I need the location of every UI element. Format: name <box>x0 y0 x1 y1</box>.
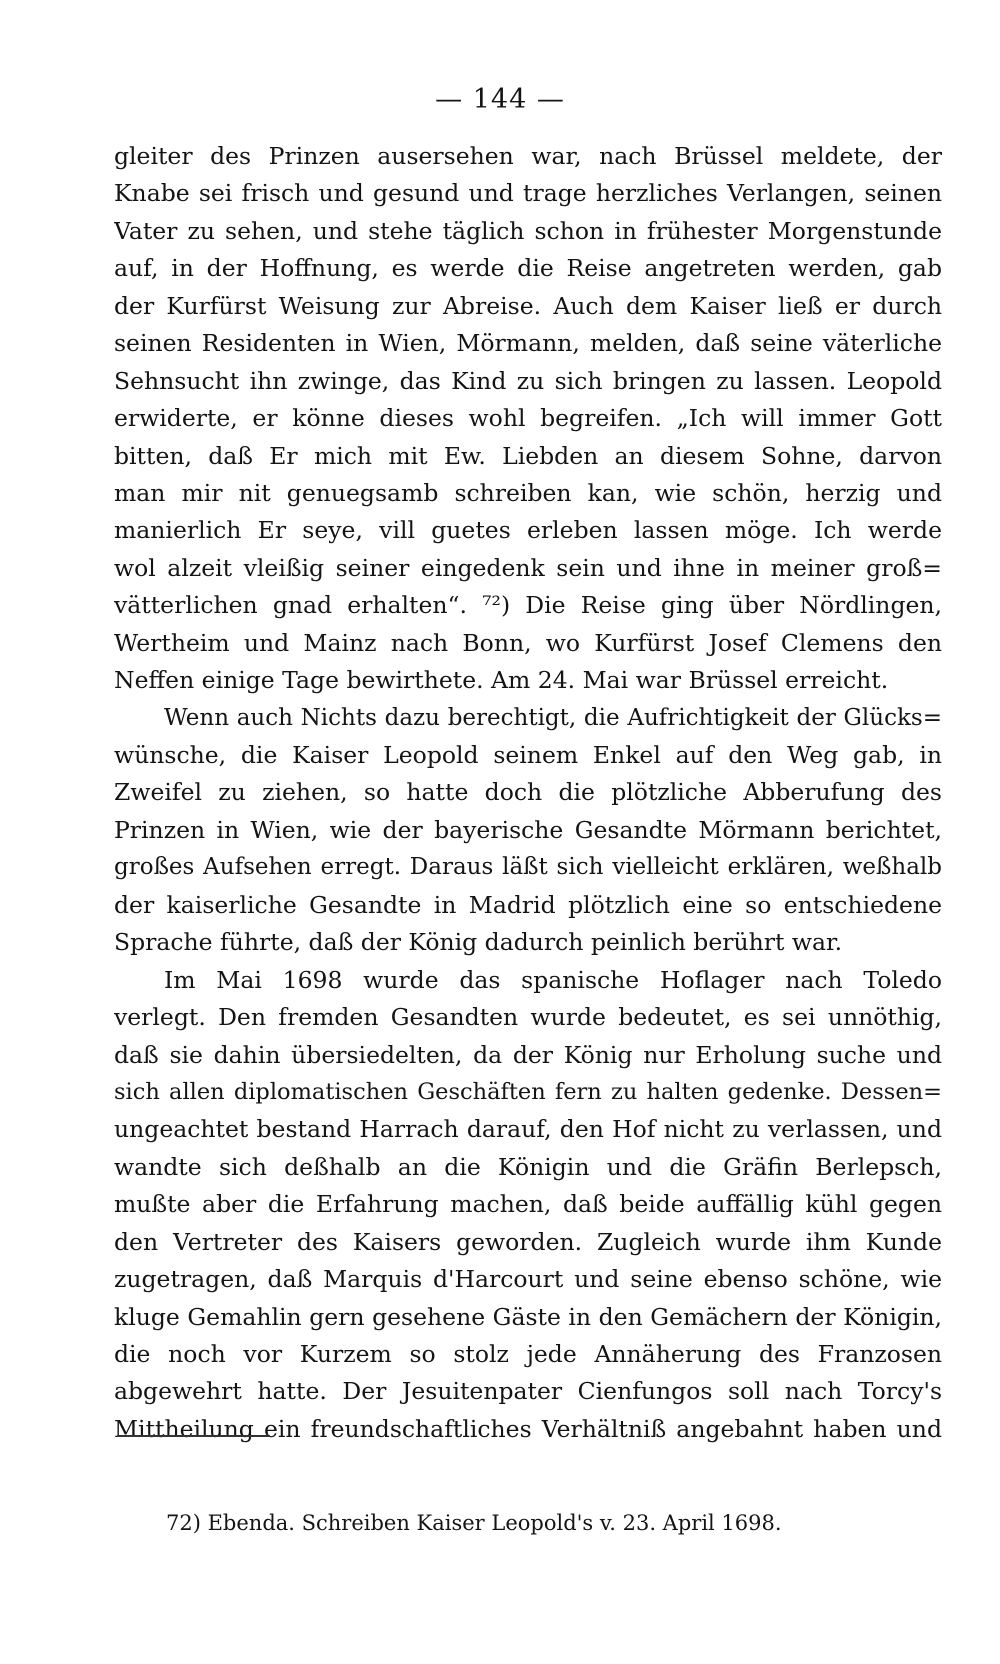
text-line: wünsche, die Kaiser Leopold seinem Enkel auf den Weg gab, in <box>114 741 942 769</box>
text-line: verlegt. Den fremden Gesandten wurde bedeutet, es sei unnöthig, <box>114 1003 942 1032</box>
text-line: kluge Gemahlin gern gesehene Gäste in den Gemächern der Königin, <box>114 1302 942 1331</box>
text-line: der kaiserliche Gesandte in Madrid plötzlich eine so entschiedene <box>114 890 942 919</box>
text-line: sich allen diplomatischen Geschäften fern zu halten gedenke. Dessen= <box>114 1078 942 1105</box>
text-line: manierlich Er seye, vill guetes erleben lassen möge. Ich werde <box>114 516 942 545</box>
text-line: den Vertreter des Kaisers geworden. Zugleich wurde ihm Kunde <box>114 1227 942 1256</box>
text-line: die noch vor Kurzem so stolz jede Annäherung des Franzosen <box>114 1340 942 1368</box>
text-line: auf, in der Hoffnung, es werde die Reise angetreten werden, gab <box>114 254 942 283</box>
text-line: Prinzen in Wien, wie der bayerische Gesandte Mörmann berichtet, <box>114 815 942 844</box>
text-line: Knabe sei frisch und gesund und trage herzliches Verlangen, seinen <box>114 179 942 208</box>
text-line: Im Mai 1698 wurde das spanische Hoflager nach Toledo <box>164 965 942 994</box>
text-line: bitten, daß Er mich mit Ew. Liebden an diesem Sohne, darvon <box>114 441 942 470</box>
text-line: mußte aber die Erfahrung machen, daß beide auffällig kühl gegen <box>114 1190 942 1219</box>
text-line: man mir nit genuegsamb schreiben kan, wie schön, herzig und <box>114 478 942 507</box>
text-line: seinen Residenten in Wien, Mörmann, melden, daß seine väterliche <box>114 329 942 358</box>
text-line: erwiderte, er könne dieses wohl begreifen. „Ich will immer Gott <box>114 404 942 433</box>
text-line: wol alzeit vleißig seiner eingedenk sein und ihne in meiner groß= <box>114 553 942 582</box>
footnote-divider <box>117 1435 270 1437</box>
text-line: vätterlichen gnad erhalten“. ⁷²) Die Reise ging über Nördlingen, <box>114 591 942 620</box>
page-number: — 144 — <box>435 84 565 115</box>
text-line: daß sie dahin übersiedelten, da der König nur Erholung suche und <box>114 1040 942 1069</box>
text-line: Wenn auch Nichts dazu berechtigt, die Aufrichtigkeit der Glücks= <box>164 704 942 731</box>
text-line: der Kurfürst Weisung zur Abreise. Auch dem Kaiser ließ er durch <box>114 291 942 320</box>
text-line: Vater zu sehen, und stehe täglich schon in frühester Morgenstunde <box>114 216 942 245</box>
text-line: Sprache führte, daß der König dadurch peinlich berührt war. <box>114 928 843 957</box>
text-line: abgewehrt hatte. Der Jesuitenpater Cienfungos soll nach Torcy's <box>114 1377 942 1406</box>
body-text <box>114 138 942 1448</box>
text-line: gleiter des Prinzen ausersehen war, nach Brüssel meldete, der <box>114 142 942 170</box>
text-line: großes Aufsehen erregt. Daraus läßt sich vielleicht erklären, weßhalb <box>114 854 942 881</box>
footnote: 72) Ebenda. Schreiben Kaiser Leopold's v. 23. April 1698. <box>166 1511 782 1535</box>
text-line: ungeachtet bestand Harrach darauf, den Hof nicht zu verlassen, und <box>114 1115 942 1144</box>
text-line: Sehnsucht ihn zwinge, das Kind zu sich bringen zu lassen. Leopold <box>114 366 942 395</box>
text-line: Wertheim und Mainz nach Bonn, wo Kurfürst Josef Clemens den <box>114 628 942 657</box>
text-line: Mittheilung ein freundschaftliches Verhältniß angebahnt haben und <box>114 1414 942 1443</box>
text-line: Neffen einige Tage bewirthete. Am 24. Mai war Brüssel erreicht. <box>114 666 889 695</box>
text-line: zugetragen, daß Marquis d'Harcourt und seine ebenso schöne, wie <box>114 1265 942 1294</box>
text-line: wandte sich deßhalb an die Königin und die Gräfin Berlepsch, <box>114 1152 942 1181</box>
text-line: Zweifel zu ziehen, so hatte doch die plötzliche Abberufung des <box>114 778 942 807</box>
